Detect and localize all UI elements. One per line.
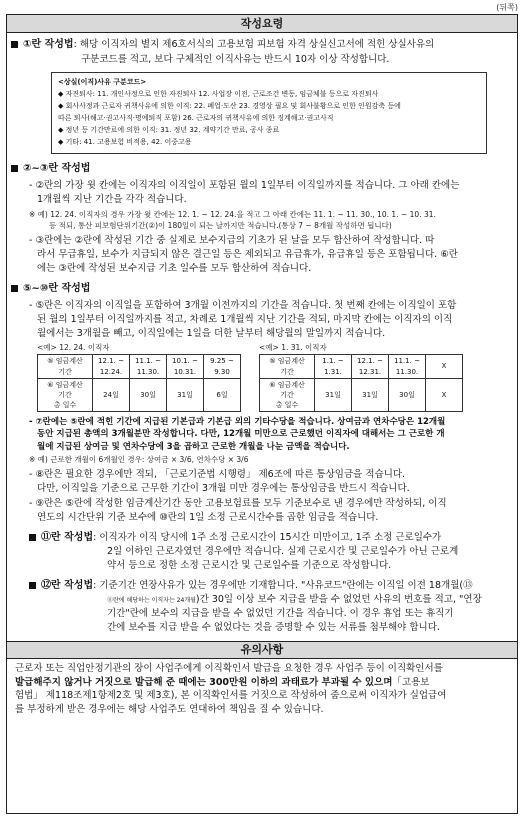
table-head: 기간 [280, 367, 294, 376]
table-head: ⑥ 임금계산 [269, 380, 305, 389]
table-cell: 12.24. [99, 367, 123, 376]
table-cell: 9.30 [214, 367, 230, 376]
reason-code-box-title: <상실(이직)사유 구분코드> [58, 78, 147, 87]
example-1-table [37, 354, 241, 412]
section-5-t4: 간에 보수를 지급 받을 수 없었다는 것을 증명할 수 있는 서류를 첨부해야 합니다. [107, 622, 440, 633]
section-3-p1: - ⑤란은 이직자의 이직일을 포함하여 3개월 이전까지의 기간을 적습니다. 첫 번째 칸에는 이직일이 포함 [29, 300, 457, 312]
table-head: 기간 [280, 390, 294, 399]
section-3-note: ※ 예) 근로한 개월이 6개월인 경우: 상여금 × 3/6, 연차수당 × 3/6 [29, 455, 249, 464]
example-1 [37, 343, 241, 412]
table-cell: 6일 [204, 378, 241, 411]
section-2-p1b: 1개월씩 지난 기간을 각각 적습니다. [37, 193, 187, 205]
section-1-text-1: : 해당 이직자의 별지 제6호서식의 고용보험 피보험 자격 상실신고서에 적힌 상실사유의 [73, 39, 435, 50]
instructions-sheet [6, 14, 518, 814]
reason-code-row: ◆ 기타: 41. 고용보험 비적용, 42. 이중고용 [58, 137, 192, 146]
example-2-label: <예> 1. 31. 이직자 [259, 343, 327, 353]
section-4 [29, 531, 511, 573]
bullet-icon [29, 582, 36, 589]
reason-code-box [51, 72, 487, 153]
table-cell: 9.25 ~ [210, 357, 234, 366]
section-3-p3b: 다만, 이직일을 기준으로 근무한 기간이 3개월 미만 경우에는 통상임금을 반드시 적습니다. [37, 482, 410, 494]
section-5 [29, 579, 511, 635]
section-4-t2: 2일 이하인 근로자였던 경우에만 적습니다. 실제 근로시간 및 근로일수가 아닌 근로계 [107, 546, 459, 558]
reason-code-row: ◆ 회사사정과 근로자 귀책사유에 의한 이직: 22. 폐업·도산 23. 경영상 필요 및 회사불황으로 인한 인원감축 등에 [58, 102, 401, 111]
table-head: 기간 [58, 390, 72, 399]
table-head: ⑥ 임금계산 [47, 380, 83, 389]
example-2 [259, 343, 463, 412]
table-cell: 11.1. ~ [394, 357, 420, 366]
section-3-p2c: 월에 지급된 상여금 및 연차수당에 3을 곱하고 근로한 개월을 나눈 금액을 적습니다. [37, 441, 350, 452]
section-3-p1c: 월에서는 3개월을 빼고, 이직일에는 1일을 더한 날부터 해당월의 말일까지 적습니다. [37, 327, 386, 339]
section-5-t1: : 기준기간 연장사유가 있는 경우에만 기재합니다. "사유코드"란에는 이직일 이전 18개월(⑬ [93, 579, 473, 591]
section-1 [11, 38, 511, 154]
notice-line-2-bold: 발급해주지 않거나 거짓으로 발급해 준 때에는 300만원 이하의 과태료가 부과될 수 있으며 [15, 676, 393, 688]
notice-line-4: 를 부정하게 받은 경우에는 해당 사업주도 연대하여 책임을 질 수 있습니다. [15, 704, 324, 716]
notice-body [7, 659, 517, 717]
table-cell: 12.1. ~ [357, 357, 383, 366]
table-cell: 31일 [352, 378, 389, 411]
section-5-heading: ⑫란 작성법 [41, 579, 94, 591]
notice-line-1: 근로자 또는 직업안정기관의 장이 사업주에게 이직확인서 발급을 요청한 경우 사업주 등이 이직확인서를 [15, 662, 443, 674]
reason-code-row: 따른 퇴사(해고·권고사직·명예퇴직 포함) 26. 근로자의 귀책사유에 의한 징계해고·권고사직 [58, 113, 334, 122]
title: 작성요령 [7, 15, 517, 33]
bullet-icon [29, 534, 36, 541]
table-cell: 30일 [389, 378, 426, 411]
section-3-p2: - ⑦란에는 ⑤란에 적힌 기간에 지급된 기본급과 기본급 외의 기타수당을 적습니다. 상여금과 연차수당은 12개월 [29, 417, 446, 428]
section-4-t3: 약서 등으로 정한 소정 근로시간 및 근로일수를 기준으로 작성합니다. [107, 560, 392, 572]
notice-line-3: 험법」 제118조제1항제2호 및 제3호), 본 이직확인서를 거짓으로 작성하여 줌으로써 이직자가 실업급여 [15, 690, 447, 702]
section-3-p4b: 연도의 시간단위 기준 보수에 ⑩란의 1일 소정 근로시간수를 곱한 임금을 적습니다. [37, 512, 379, 524]
section-2-note: ※ 예) 12. 24. 이직자의 경우 가장 윗 칸에는 12. 1. ~ 12. 24.을 적고 그 아래 칸에는 11. 1. ~ 11. 30., 10. 1. ~ 10. 31. [29, 209, 436, 219]
section-4-t1: : 이직자가 이직 당시에 1주 소정 근로시간이 15시간 미만이고, 1주 소정 근로일수가 [93, 531, 442, 543]
section-3 [11, 282, 511, 525]
table-cell: 30일 [130, 378, 167, 411]
section-3-p3: - ⑧란은 필요한 경우에만 적되, 「근로기준법 시행령」 제6조에 따른 통상임금을 적습니다. [29, 468, 406, 480]
table-head: ⑤ 임금계산 [269, 357, 305, 366]
section-3-p2b: 동안 지급된 총액의 3개월분만 작성합니다. 다만, 12개월 미만으로 근로했던 이직자에 대해서는 그 근로한 개 [37, 429, 445, 440]
section-2-heading: ②~③란 작성법 [23, 162, 91, 174]
section-5-t3: 기간"란에 보수의 지급을 받을 수 없었던 기간을 적습니다. 이 경우 휴업 또는 휴직기 [107, 608, 454, 620]
table-head: 총 일수 [53, 400, 77, 409]
table-cell: X [426, 355, 463, 378]
table-cell: 10.31. [173, 367, 197, 376]
table-cell: 24일 [93, 378, 130, 411]
section-1-heading: ①란 작성법 [23, 39, 74, 50]
section-2-note-b: 등 적되, 통산 피보험단위기간(②)이 180일이 되는 날까지만 적습니다.(통상 7 ~ 8개월 작성하면 됩니다) [49, 220, 392, 230]
section-3-heading: ⑤~⑩란 작성법 [23, 282, 91, 294]
table-head: ⑤ 임금계산 [47, 357, 83, 366]
table-cell: 31일 [315, 378, 352, 411]
section-5-t2a: ⑪란에 해당하는 이직자는 24개월 [107, 597, 196, 605]
table-cell: 11.1. ~ [135, 357, 161, 366]
notice-title: 유의사항 [7, 641, 517, 659]
notice-line-2: 「고용보 [392, 676, 430, 688]
bullet-icon [11, 285, 18, 292]
section-2-p1: - ②란의 가장 윗 칸에는 이직자의 이직일이 포함된 월의 1일부터 이직일까지를 적습니다. 그 아래 칸에는 [29, 180, 460, 192]
table-cell: 1.31. [324, 367, 342, 376]
section-1-text-2: 구분코드를 적고, 보다 구체적인 이직사유는 반드시 10자 이상 작성합니다. [81, 53, 390, 65]
bullet-icon [11, 165, 18, 172]
table-cell: 1.1. ~ [322, 357, 344, 366]
table-cell: X [426, 378, 463, 411]
table-cell: 10.1. ~ [172, 357, 198, 366]
bullet-icon [11, 41, 18, 48]
section-3-p4: - ⑨란은 ⑤란에 작성한 임금계산기간 동안 고용보험료를 모두 기준보수로 낸 경우에만 작성하되, 이직 [29, 498, 447, 510]
table-cell: 31일 [167, 378, 204, 411]
table-cell: 12.1. ~ [98, 357, 124, 366]
table-head: 총 일수 [275, 400, 299, 409]
table-cell: 11.30. [136, 367, 160, 376]
table-cell: 12.31. [358, 367, 382, 376]
section-5-t2b: )간 30일 이상 보수 지급을 받을 수 없었던 사유의 번호를 적고, "연장 [195, 594, 482, 606]
section-2-p2b: 라서 무급휴일, 보수가 지급되지 않은 결근일 등은 제외되고 유급휴가, 유급휴일 등은 포함됩니다. ⑥란 [37, 249, 458, 261]
table-head: 기간 [58, 367, 72, 376]
table-cell: 11.30. [395, 367, 419, 376]
section-4-heading: ⑪란 작성법 [41, 531, 94, 543]
section-2-p2c: 에는 ③란에 작성된 보수지급 기초 일수를 모두 합산하여 적습니다. [37, 262, 312, 274]
page-side-label: (뒤쪽) [496, 3, 518, 12]
example-1-label: <예> 12. 24. 이직자 [37, 343, 110, 353]
section-3-p1b: 된 월의 1일부터 이직일까지를 적고, 차례로 1개월씩 지난 기간을 적되, 마지막 칸에는 이직자의 이직 [37, 313, 453, 325]
examples-row [37, 343, 511, 412]
example-2-table [259, 354, 463, 412]
reason-code-row: ◆ 자진퇴사: 11. 개인사정으로 인한 자진퇴사 12. 사업장 이전, 근로조건 변동, 임금체불 등으로 자진퇴사 [58, 90, 379, 99]
reason-code-row: ◆ 정년 등 기간만료에 의한 이직: 31. 정년 32. 계약기간 만료, 공사 종료 [58, 125, 280, 134]
section-2 [11, 162, 511, 276]
section-2-p2: - ③란에는 ②란에 작성된 기간 중 실제로 보수지급의 기초가 된 날을 모두 합산하여 작성합니다. 따 [29, 235, 435, 247]
